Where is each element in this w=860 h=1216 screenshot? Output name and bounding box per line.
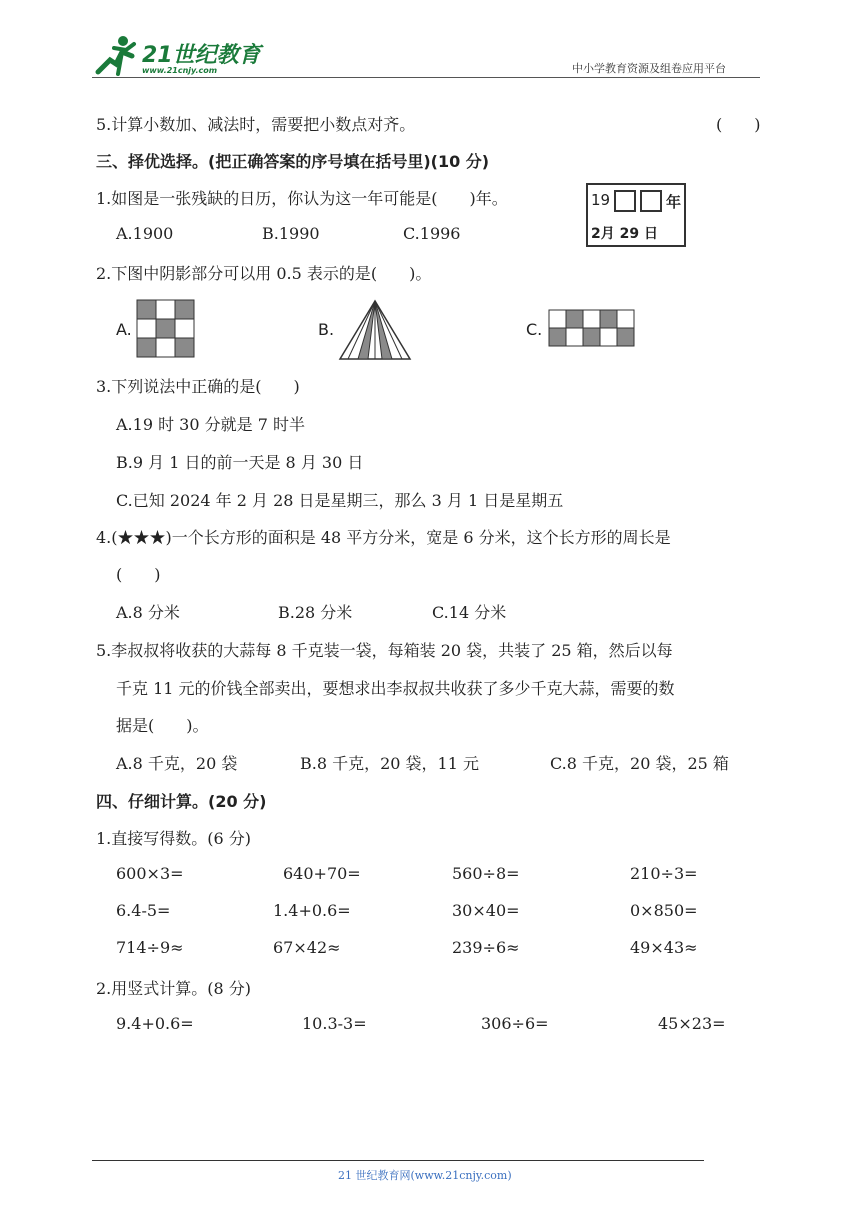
calendar-year-prefix: 19	[591, 191, 611, 209]
s3-q2-label-c[interactable]: C.	[526, 320, 543, 339]
logo	[92, 34, 261, 78]
vertical-calc-item: 45×23=	[658, 1014, 726, 1033]
s3-q1-text: 1.如图是一张残缺的日历，你认为这一年可能是( )年。	[96, 189, 508, 208]
judge-question-5-paren[interactable]: ( )	[716, 115, 761, 134]
strip-cell-shaded	[583, 328, 600, 346]
grid-cell-shaded	[156, 319, 175, 338]
calc-item: 640+70=	[283, 864, 361, 883]
grid-cell-shaded	[175, 300, 194, 319]
calc-item: 210÷3=	[630, 864, 698, 883]
s3-q4-line1: 4.(★★★)一个长方形的面积是 48 平方分米，宽是 6 分米，这个长方形的周长是	[96, 528, 671, 547]
judge-question-5: 5.计算小数加、减法时，需要把小数点对齐。	[96, 115, 416, 134]
s3-q5-option-c[interactable]: C.8 千克，20 袋，25 箱	[550, 754, 729, 773]
calendar-year-label: 年	[666, 193, 682, 211]
s3-q5-line3: 据是( )。	[116, 716, 209, 735]
logo-url: www.21cnjy.com	[142, 66, 218, 75]
calc-item: 239÷6≈	[452, 938, 520, 957]
strip-cell-blank	[600, 328, 617, 346]
footer-text[interactable]: 21 世纪教育网(www.21cnjy.com)	[338, 1169, 512, 1182]
s3-q5-option-a[interactable]: A.8 千克，20 袋	[116, 754, 238, 773]
strip-cell-shaded	[600, 310, 617, 328]
calendar-blank-digit-1	[614, 190, 636, 212]
s3-q4-option-b[interactable]: B.28 分米	[278, 603, 353, 622]
calc-item: 714÷9≈	[116, 938, 184, 957]
calc-item: 560÷8=	[452, 864, 520, 883]
runner-logo-icon	[92, 34, 140, 76]
calendar-date-label: 2月 29 日	[591, 226, 658, 242]
s3-q1-option-b[interactable]: B.1990	[262, 224, 320, 243]
calc-item: 0×850=	[630, 901, 698, 920]
calendar-blank-digit-2	[640, 190, 662, 212]
s3-q3-option-a[interactable]: A.19 时 30 分就是 7 时半	[116, 415, 305, 434]
s3-q4-line2: ( )	[116, 565, 161, 584]
section-3-title: 三、择优选择。(把正确答案的序号填在括号里)(10 分)	[96, 152, 490, 171]
strip-cell-blank	[617, 310, 634, 328]
s3-q3-option-b[interactable]: B.9 月 1 日的前一天是 8 月 30 日	[116, 453, 364, 472]
s3-q5-option-b[interactable]: B.8 千克，20 袋，11 元	[300, 754, 480, 773]
grid-cell-blank	[156, 300, 175, 319]
grid-cell-shaded	[137, 338, 156, 357]
s3-q3-option-c[interactable]: C.已知 2024 年 2 月 28 日是星期三，那么 3 月 1 日是星期五	[116, 491, 564, 510]
s3-q4-option-a[interactable]: A.8 分米	[116, 603, 180, 622]
grid-cell-blank	[175, 319, 194, 338]
s3-q2-text: 2.下图中阴影部分可以用 0.5 表示的是( )。	[96, 264, 432, 283]
strip-cell-blank	[566, 328, 583, 346]
header-divider	[92, 77, 760, 78]
grid-cell-blank	[137, 319, 156, 338]
s4-q2-text: 2.用竖式计算。(8 分)	[96, 979, 252, 998]
calc-item: 49×43≈	[630, 938, 698, 957]
s4-q1-text: 1.直接写得数。(6 分)	[96, 829, 252, 848]
strip-cell-shaded	[566, 310, 583, 328]
grid-cell-blank	[156, 338, 175, 357]
strip-cell-shaded	[617, 328, 634, 346]
vertical-calc-item: 306÷6=	[481, 1014, 549, 1033]
footer-divider	[92, 1160, 704, 1161]
s3-q1-option-c[interactable]: C.1996	[403, 224, 461, 243]
figure-b-triangle	[338, 299, 412, 361]
section-4-title: 四、仔细计算。(20 分)	[96, 792, 267, 811]
logo-title: 21世纪教育	[142, 43, 261, 68]
calc-item: 1.4+0.6=	[273, 901, 351, 920]
s3-q5-line1: 5.李叔叔将收获的大蒜每 8 千克装一袋，每箱装 20 袋，共装了 25 箱，然后以每	[96, 641, 673, 660]
strip-cell-blank	[549, 310, 566, 328]
s3-q2-label-a[interactable]: A.	[116, 320, 132, 339]
calc-item: 6.4-5=	[116, 901, 171, 920]
calc-item: 600×3=	[116, 864, 184, 883]
s3-q4-option-c[interactable]: C.14 分米	[432, 603, 507, 622]
grid-cell-shaded	[175, 338, 194, 357]
s3-q2-label-b[interactable]: B.	[318, 320, 335, 339]
figure-c-strip	[548, 309, 636, 349]
header-platform: 中小学教育资源及组卷应用平台	[572, 62, 726, 75]
torn-calendar	[586, 183, 686, 247]
vertical-calc-item: 9.4+0.6=	[116, 1014, 194, 1033]
grid-cell-shaded	[137, 300, 156, 319]
calc-item: 67×42≈	[273, 938, 341, 957]
strip-cell-blank	[583, 310, 600, 328]
figure-a-grid	[136, 299, 196, 359]
s3-q5-line2: 千克 11 元的价钱全部卖出，要想求出李叔叔共收获了多少千克大蒜，需要的数	[116, 679, 675, 698]
s3-q3-text: 3.下列说法中正确的是( )	[96, 377, 300, 396]
s3-q1-option-a[interactable]: A.1900	[116, 224, 174, 243]
vertical-calc-item: 10.3-3=	[302, 1014, 367, 1033]
strip-cell-shaded	[549, 328, 566, 346]
calc-item: 30×40=	[452, 901, 520, 920]
